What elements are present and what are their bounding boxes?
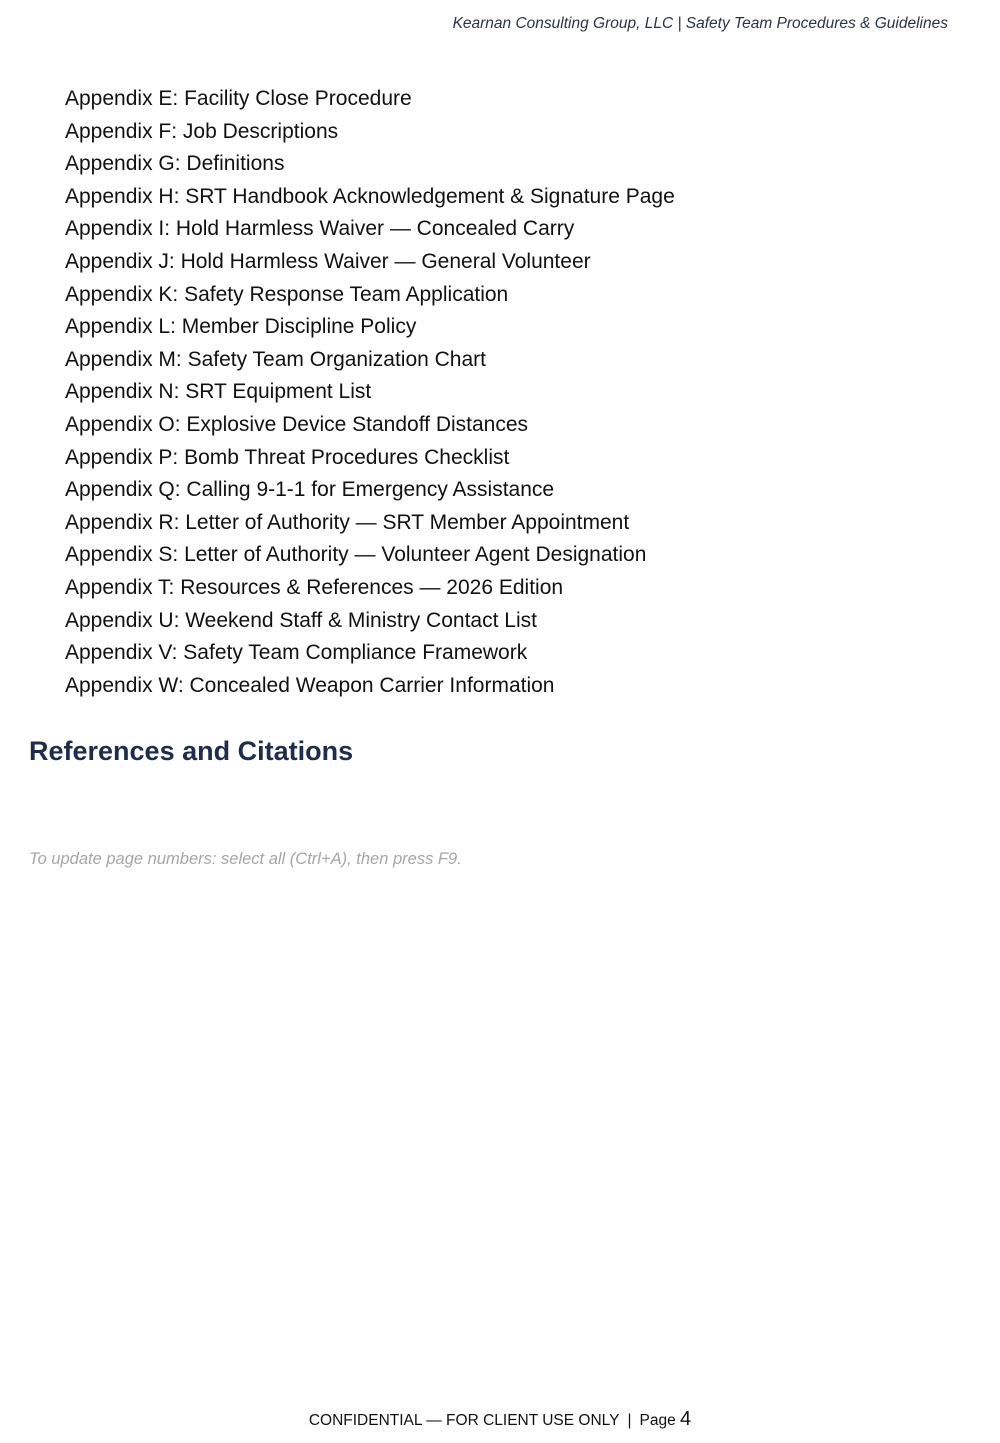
toc-item-appendix-g[interactable]: Appendix G: Definitions [65, 152, 285, 176]
toc-list [65, 83, 675, 702]
page-number: 4 [680, 1408, 692, 1430]
confidential-label: CONFIDENTIAL — FOR CLIENT USE ONLY [308, 1412, 620, 1429]
update-page-numbers-note: To update page numbers: select all (Ctrl+A), then press F9. [29, 850, 462, 868]
toc-item-appendix-n[interactable]: Appendix N: SRT Equipment List [65, 380, 372, 404]
toc-item-appendix-m[interactable]: Appendix M: Safety Team Organization Chart [65, 347, 486, 371]
section-heading-references: References and Citations [29, 736, 354, 766]
toc-item-appendix-q[interactable]: Appendix Q: Calling 9-1-1 for Emergency Assistance [65, 478, 555, 502]
toc-item-appendix-e[interactable]: Appendix E: Facility Close Procedure [65, 87, 412, 110]
toc-item-appendix-s[interactable]: Appendix S: Letter of Authority — Volunteer Agent Designation [65, 543, 647, 567]
footer-separator: | [627, 1412, 632, 1429]
toc-item-appendix-l[interactable]: Appendix L: Member Discipline Policy [65, 315, 417, 339]
toc-item-appendix-j[interactable]: Appendix J: Hold Harmless Waiver — General Volunteer [65, 249, 591, 273]
toc-item-appendix-u[interactable]: Appendix U: Weekend Staff & Ministry Contact List [65, 608, 537, 632]
toc-item-appendix-r[interactable]: Appendix R: Letter of Authority — SRT Member Appointment [65, 510, 630, 534]
toc-item-appendix-k[interactable]: Appendix K: Safety Response Team Application [65, 282, 509, 306]
toc-item-appendix-v[interactable]: Appendix V: Safety Team Compliance Framework [65, 641, 528, 665]
running-header: Kearnan Consulting Group, LLC | Safety Team Procedures & Guidelines [452, 15, 948, 32]
toc-item-appendix-o[interactable]: Appendix O: Explosive Device Standoff Distances [65, 412, 529, 436]
toc-item-appendix-w[interactable]: Appendix W: Concealed Weapon Carrier Information [65, 673, 555, 697]
page-label: Page [639, 1412, 676, 1429]
toc-item-appendix-i[interactable]: Appendix I: Hold Harmless Waiver — Concealed Carry [65, 217, 575, 241]
running-footer [0, 1408, 1000, 1431]
toc-item-appendix-h[interactable]: Appendix H: SRT Handbook Acknowledgement & Signature Page [65, 184, 675, 208]
toc-item-appendix-f[interactable]: Appendix F: Job Descriptions [65, 119, 339, 143]
toc-item-appendix-p[interactable]: Appendix P: Bomb Threat Procedures Checklist [65, 445, 510, 469]
toc-item-appendix-t[interactable]: Appendix T: Resources & References — 2026 Edition [65, 575, 564, 599]
